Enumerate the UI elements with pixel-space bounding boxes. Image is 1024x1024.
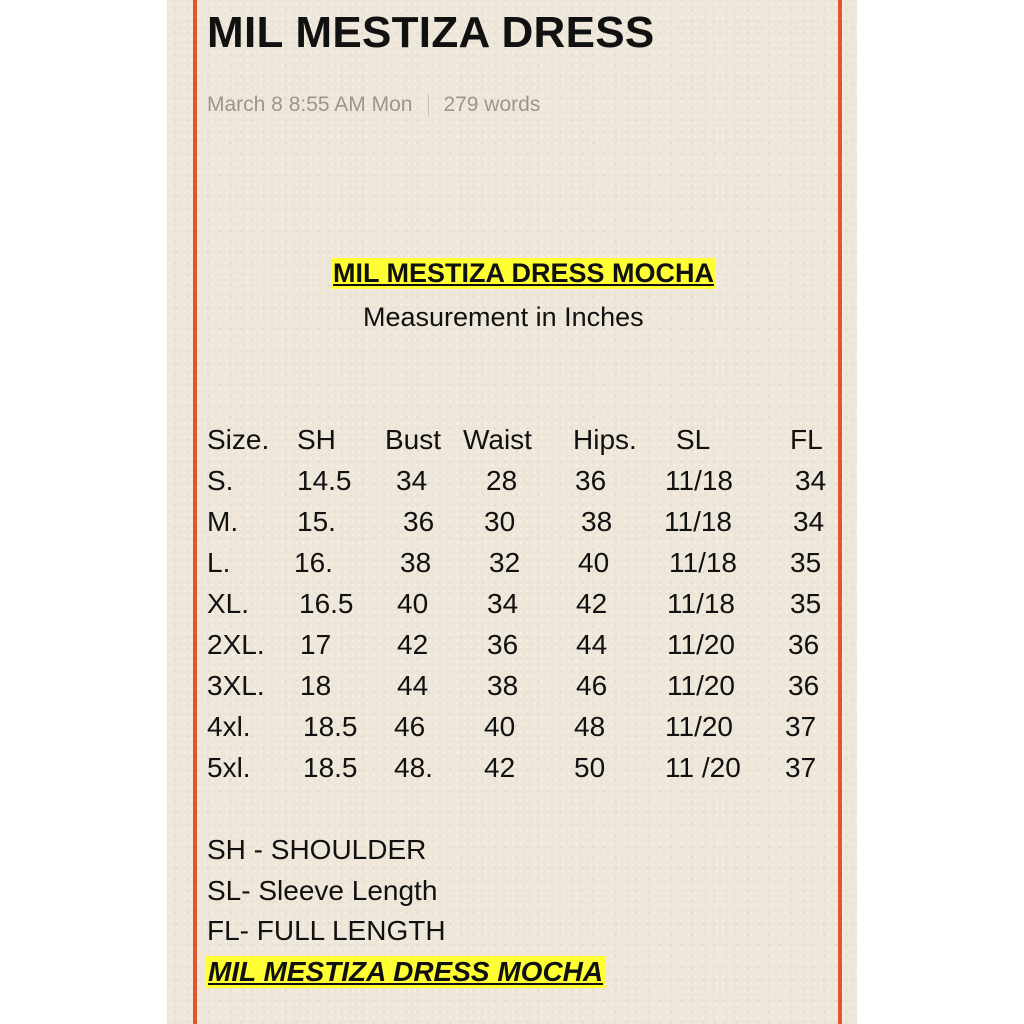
- note-meta: [207, 93, 540, 117]
- table-cell: 11/18: [669, 547, 737, 578]
- table-cell: 37: [785, 752, 817, 783]
- table-cell: 11/20: [667, 670, 735, 701]
- table-cell: 18.5: [303, 711, 358, 742]
- meta-divider: [428, 94, 429, 116]
- footer-highlighted-text[interactable]: MIL MESTIZA DRESS MOCHA: [208, 956, 604, 987]
- table-cell: 46: [394, 711, 426, 742]
- table-cell: 18.5: [303, 752, 358, 783]
- table-cell: 48: [574, 711, 606, 742]
- table-cell: 34: [795, 465, 827, 496]
- table-cell: 37: [785, 711, 817, 742]
- table-cell: 50: [574, 752, 606, 783]
- table-cell: 44: [576, 629, 608, 660]
- right-margin-line: [838, 0, 842, 1024]
- table-header-cell: SL: [676, 424, 711, 455]
- table-cell: 36: [403, 506, 435, 537]
- table-header-cell: Bust: [385, 424, 442, 455]
- highlighted-heading[interactable]: MIL MESTIZA DRESS MOCHA: [333, 258, 715, 288]
- table-cell: 35: [790, 588, 822, 619]
- table-cell: 38: [581, 506, 613, 537]
- table-cell: 16.5: [299, 588, 354, 619]
- table-cell: 36: [788, 629, 820, 660]
- legend-shoulder[interactable]: SH - SHOULDER: [207, 834, 427, 865]
- left-margin-line: [193, 0, 197, 1024]
- table-cell: 2XL.: [207, 629, 265, 660]
- table-cell: 4xl.: [207, 711, 251, 742]
- table-cell: 44: [397, 670, 429, 701]
- table-cell: 15.: [297, 506, 336, 537]
- note-date: March 8 8:55 AM Mon: [207, 93, 413, 116]
- table-cell: 36: [487, 629, 519, 660]
- table-cell: 32: [489, 547, 521, 578]
- table-cell: 11 /20: [665, 752, 741, 783]
- table-cell: 11/18: [667, 588, 735, 619]
- table-cell: 42: [576, 588, 608, 619]
- table-cell: 40: [484, 711, 516, 742]
- table-cell: 38: [400, 547, 432, 578]
- table-cell: 46: [576, 670, 608, 701]
- legend-sleeve-length[interactable]: SL- Sleeve Length: [207, 875, 438, 906]
- table-cell: 3XL.: [207, 670, 265, 701]
- table-cell: 18: [300, 670, 332, 701]
- table-header-cell: Size.: [207, 424, 270, 455]
- table-cell: M.: [207, 506, 239, 537]
- table-cell: 5xl.: [207, 752, 251, 783]
- measurement-subheading[interactable]: Measurement in Inches: [363, 302, 644, 332]
- table-header-cell: Hips.: [573, 424, 637, 455]
- table-cell: 11/20: [665, 711, 733, 742]
- table-cell: 30: [484, 506, 516, 537]
- table-cell: 38: [487, 670, 519, 701]
- table-cell: 16.: [294, 547, 333, 578]
- table-cell: 36: [575, 465, 607, 496]
- table-cell: 34: [396, 465, 428, 496]
- table-cell: 11/20: [667, 629, 735, 660]
- table-header-cell: Waist: [463, 424, 532, 455]
- table-cell: 35: [790, 547, 822, 578]
- table-cell: 11/18: [665, 465, 733, 496]
- table-cell: 48.: [394, 752, 433, 783]
- table-cell: 17: [300, 629, 332, 660]
- table-cell: L.: [207, 547, 231, 578]
- table-cell: 14.5: [297, 465, 352, 496]
- table-cell: 34: [487, 588, 519, 619]
- table-cell: 40: [397, 588, 429, 619]
- table-cell: 42: [484, 752, 516, 783]
- table-header-cell: FL: [790, 424, 823, 455]
- table-cell: XL.: [207, 588, 250, 619]
- table-cell: 11/18: [664, 506, 732, 537]
- legend-full-length[interactable]: FL- FULL LENGTH: [207, 915, 446, 946]
- table-cell: 40: [578, 547, 610, 578]
- table-header-cell: SH: [297, 424, 336, 455]
- table-cell: 36: [788, 670, 820, 701]
- table-cell: 28: [486, 465, 518, 496]
- table-cell: 42: [397, 629, 429, 660]
- table-cell: S.: [207, 465, 234, 496]
- note-title[interactable]: MIL MESTIZA DRESS: [207, 8, 655, 57]
- table-cell: 34: [793, 506, 825, 537]
- word-count: 279 words: [443, 93, 541, 116]
